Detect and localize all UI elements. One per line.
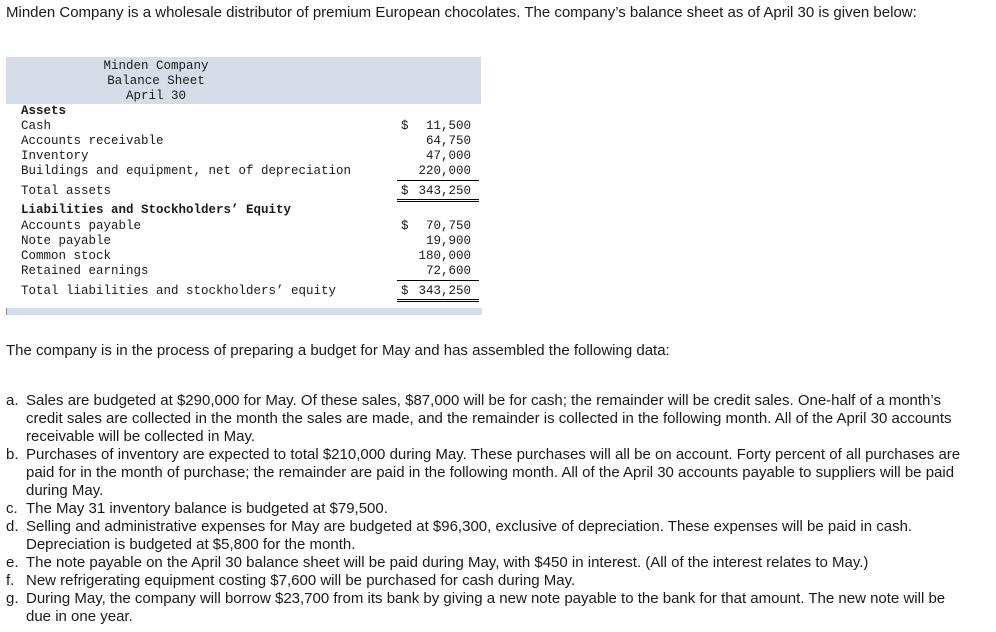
row-label: Inventory xyxy=(21,149,89,163)
list-item xyxy=(6,446,966,500)
table-row xyxy=(6,219,481,234)
row-value: 220,000 xyxy=(418,164,471,178)
row-label: Cash xyxy=(21,119,52,133)
table-row xyxy=(6,134,481,149)
list-marker: g. xyxy=(6,590,19,607)
list-item-text: During May, the company will borrow $23,700 from its bank by giving a new note payable to the bank for that amount. The new note will be due in one year. xyxy=(26,590,946,625)
table-row xyxy=(6,119,481,134)
statement-name: Balance Sheet xyxy=(107,74,205,88)
row-label: Total liabilities and stockholders’ equity xyxy=(21,284,337,298)
list-item xyxy=(6,500,966,518)
row-value: 343,250 xyxy=(418,284,471,298)
row-value: 70,750 xyxy=(425,219,471,233)
budget-intro-paragraph: The company is in the process of preparing a budget for May and has assembled the following data: xyxy=(6,342,670,359)
list-marker: f. xyxy=(6,572,15,589)
total-liabilities-row xyxy=(6,284,481,299)
table-row xyxy=(6,164,481,179)
list-item xyxy=(6,554,966,572)
list-marker: c. xyxy=(6,500,18,517)
budget-data-list xyxy=(6,392,966,626)
list-item-text: Purchases of inventory are expected to total $210,000 during May. These purchases will all be on account. Forty percent of all purchases are paid for in the month of purchase; the remainder are paid in the following month. All of the April 30 accounts payable to suppliers will be paid during May. xyxy=(26,446,961,499)
list-item-text: Selling and administrative expenses for May are budgeted at $96,300, exclusive of depreciation. These expenses will be paid in cash. Depreciation is budgeted at $5,800 for the month. xyxy=(26,518,913,553)
row-label: Total assets xyxy=(21,184,112,198)
list-item xyxy=(6,518,966,554)
row-value: 72,600 xyxy=(425,264,471,278)
dollar-sign: $ xyxy=(401,184,409,198)
table-row xyxy=(6,149,481,164)
list-marker: d. xyxy=(6,518,19,535)
intro-paragraph: Minden Company is a wholesale distributor of premium European chocolates. The company’s balance sheet as of April 30 is given below: xyxy=(6,4,917,21)
row-label: Retained earnings xyxy=(21,264,149,278)
row-label: Common stock xyxy=(21,249,112,263)
list-marker: a. xyxy=(6,392,19,409)
total-assets-row xyxy=(6,184,481,199)
statement-date: April 30 xyxy=(125,89,186,103)
balance-sheet-table xyxy=(6,57,481,316)
row-value: 11,500 xyxy=(425,119,471,133)
row-value: 180,000 xyxy=(418,249,471,263)
dollar-sign: $ xyxy=(401,284,409,298)
row-value: 47,000 xyxy=(425,149,471,163)
liabilities-heading-row xyxy=(6,203,481,218)
company-name: Minden Company xyxy=(103,59,209,73)
list-marker: e. xyxy=(6,554,19,571)
list-item-text: New refrigerating equipment costing $7,600 will be purchased for cash during May. xyxy=(26,572,576,589)
liabilities-heading: Liabilities and Stockholders’ Equity xyxy=(21,203,292,217)
list-item xyxy=(6,392,966,446)
row-value: 343,250 xyxy=(418,184,471,198)
row-label: Note payable xyxy=(21,234,112,248)
dollar-sign: $ xyxy=(401,219,409,233)
list-item xyxy=(6,572,966,590)
balance-sheet-footer xyxy=(6,308,482,315)
row-label: Buildings and equipment, net of depreciation xyxy=(21,164,352,178)
assets-heading-row xyxy=(6,104,481,119)
row-value: 19,900 xyxy=(425,234,471,248)
table-row xyxy=(6,264,481,279)
table-row xyxy=(6,249,481,264)
balance-sheet-header xyxy=(6,57,481,104)
list-item-text: The note payable on the April 30 balance sheet will be paid during May, with $450 in interest. (All of the interest relates to May.) xyxy=(26,554,869,571)
assets-heading: Assets xyxy=(21,104,67,118)
row-value: 64,750 xyxy=(425,134,471,148)
dollar-sign: $ xyxy=(401,119,409,133)
list-marker: b. xyxy=(6,446,19,463)
list-item-text: Sales are budgeted at $290,000 for May. Of these sales, $87,000 will be for cash; the remainder will be credit sales. One-half of a month’s credit sales are collected in the month the sales are made, and the remainder is collected in the following month. All of the April 30 accounts receivable will be collected in May. xyxy=(26,392,952,445)
list-item xyxy=(6,590,966,626)
table-row xyxy=(6,234,481,249)
list-item-text: The May 31 inventory balance is budgeted at $79,500. xyxy=(26,500,388,517)
row-label: Accounts receivable xyxy=(21,134,164,148)
row-label: Accounts payable xyxy=(21,219,142,233)
